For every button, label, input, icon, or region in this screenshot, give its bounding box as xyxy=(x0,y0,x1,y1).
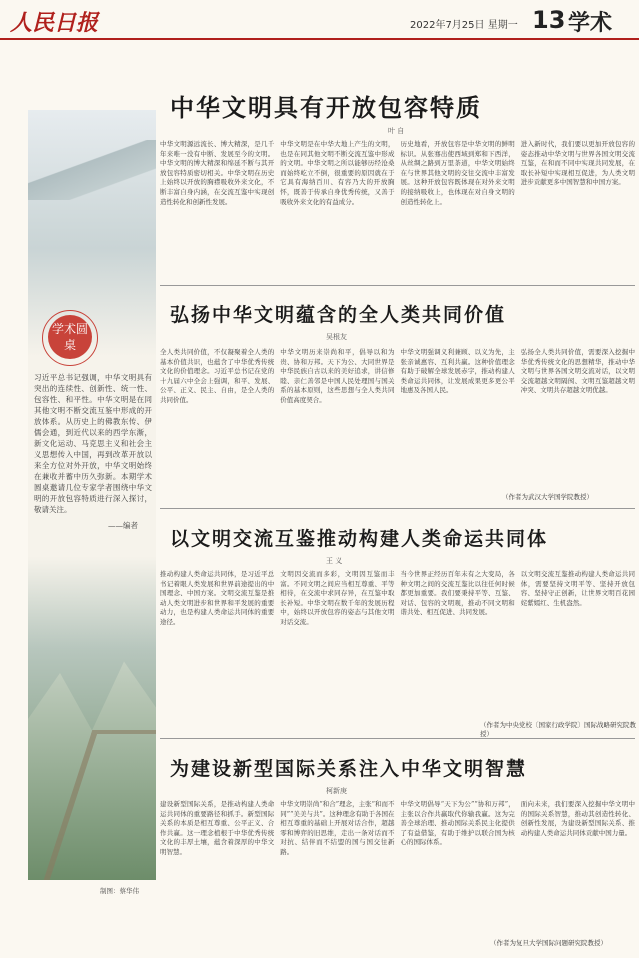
article-column: 中华文明倡导“天下为公”“协和万邦”，主张以合作共赢取代你输我赢。这为完善全球治理、推动国际关系民主化提供了有益借鉴，有助于维护以联合国为核心的国际体系。 xyxy=(400,800,515,847)
article-column: 中华文明源远流长、博大精深，是几千年来唯一没有中断、发展至今的文明。中华文明的博大精深和绵延不断与其开放包容特质密切相关。中华文明在历史上始终以开放的胸襟吸收外来文化，不断丰富自身内涵，在交流互鉴中实现创造性转化和创新性发展。 xyxy=(160,140,275,206)
page-number: 13 xyxy=(532,6,566,34)
author-affiliation: （作者为武汉大学国学院教授） xyxy=(502,493,593,501)
article-headline: 弘扬中华文明蕴含的全人类共同价值 xyxy=(170,304,507,326)
sidebar-landscape xyxy=(28,110,156,880)
article-column: 文明因交流而多彩，文明因互鉴而丰富。不同文明之间应当相互尊重、平等相待，在交流中求同存异，在互鉴中取长补短。中华文明在数千年的发展历程中，始终以开放包容的姿态与其他文明对话交流。 xyxy=(280,570,395,626)
article-byline: 王 义 xyxy=(326,557,343,565)
editor-note: 习近平总书记强调，中华文明具有突出的连续性、创新性、统一性、包容性、和平性。中华文明是在同其他文明不断交流互鉴中形成的开放体系。从历史上的佛教东传、伊儒会通，到近代以来的西学东渐，新文化运动、马克思主义和社会主义思想传入中国，再到改革开放以来全方位对外开放，中华文明始终在兼收并蓄中历久弥新。本期学术圆桌邀请几位专家学者围绕中华文明的开放包容特质进行深入探讨，敬请关注。 xyxy=(34,373,152,514)
dateline: 2022年7月25日 星期一 xyxy=(410,20,518,31)
photo-credit: 制图：蔡华伟 xyxy=(100,887,139,895)
article-body xyxy=(160,140,635,280)
article-column: 中华文明强调义利兼顾、以义为先，主张亲诚惠容、互利共赢。这种价值理念有助于破解全球发展赤字，推动构建人类命运共同体，让发展成果更多更公平地惠及各国人民。 xyxy=(400,348,515,395)
article-divider xyxy=(160,738,635,739)
article-column: 中华文明崇尚“和合”理念，主张“和而不同”“美美与共”。这种理念有助于各国在相互尊重的基础上开展对话合作，超越零和博弈的旧思维，走出一条对话而不对抗、结伴而不结盟的国与国交往新路。 xyxy=(280,800,395,856)
author-affiliation: （作者为中央党校〔国家行政学院〕国际战略研究院教授） xyxy=(480,721,636,738)
editor-signature: ——编者 xyxy=(108,521,138,530)
article-column: 进入新时代，我们要以更加开放包容的姿态推动中华文明与世界各国文明交流互鉴，在和而不同中实现共同发展，在取长补短中实现相互促进，为人类文明进步贡献更多中国智慧和中国方案。 xyxy=(520,140,635,187)
article-body xyxy=(160,570,635,715)
article-headline: 以文明交流互鉴推动构建人类命运共同体 xyxy=(170,528,549,550)
section-title: 学术 xyxy=(568,10,613,36)
article-divider xyxy=(160,508,635,509)
article-divider xyxy=(160,285,635,286)
article-column: 中华文明是在中华大地上产生的文明，也是在同其他文明不断交流互鉴中形成的文明。中华文明之所以能够历经沧桑而始终屹立不倒，很重要的原因就在于它具有海纳百川、有容乃大的开放胸怀，既善于传承自身优秀传统，又善于吸收外来文化的有益成分。 xyxy=(280,140,395,206)
masthead xyxy=(0,0,639,40)
mist-mountain-icon xyxy=(28,140,156,200)
article-body xyxy=(160,800,635,935)
article-column: 建设新型国际关系，是推动构建人类命运共同体的重要路径和抓手。新型国际关系的本质是相互尊重、公平正义、合作共赢。这一理念植根于中华优秀传统文化的丰厚土壤，蕴含着深厚的中华文明智慧。 xyxy=(160,800,275,856)
article-column: 推动构建人类命运共同体，是习近平总书记着眼人类发展和世界前途提出的中国理念、中国方案。文明交流互鉴是推动人类文明进步和世界和平发展的重要动力，也是构建人类命运共同体的重要途径。 xyxy=(160,570,275,626)
article-body xyxy=(160,348,635,488)
article-byline: 柯新庚 xyxy=(326,787,347,795)
article-column: 弘扬全人类共同价值，需要深入挖掘中华优秀传统文化的思想精华，推动中华文明与世界各国文明交流对话，以文明交流超越文明隔阂、文明互鉴超越文明冲突、文明共存超越文明优越。 xyxy=(520,348,635,395)
article-column: 面向未来，我们要深入挖掘中华文明中的国际关系智慧，推动其创造性转化、创新性发展，为建设新型国际关系、推动构建人类命运共同体贡献中国力量。 xyxy=(520,800,635,837)
article-column: 以文明交流互鉴推动构建人类命运共同体，需要坚持文明平等、坚持开放包容、坚持守正创新，让世界文明百花园姹紫嫣红、生机盎然。 xyxy=(520,570,635,607)
newspaper-logo: 人民日报 xyxy=(10,10,99,36)
article-column: 当今世界正经历百年未有之大变局，各种文明之间的交流互鉴比以往任何时候都更加重要。我们要秉持平等、互鉴、对话、包容的文明观，推动不同文明和谐共处、相互促进、共同发展。 xyxy=(400,570,515,617)
article-byline: 叶 自 xyxy=(388,127,405,135)
article-byline: 吴根友 xyxy=(326,333,347,341)
article-column: 中华文明历来崇尚和平，倡导以和为贵、协和万邦。天下为公、大同世界是中华民族自古以来的美好追求，讲信修睦、亲仁善邻是中国人民处理国与国关系的基本原则，这些思想与全人类共同价值高度契合。 xyxy=(280,348,395,404)
column-seal: 学术圆桌 xyxy=(48,315,92,359)
article-column: 全人类共同价值，不仅凝聚着全人类的基本价值共识，也蕴含了中华优秀传统文化的价值理念。习近平总书记在党的十九届六中全会上强调，和平、发展、公平、正义、民主、自由，是全人类的共同价值。 xyxy=(160,348,275,404)
article-headline: 为建设新型国际关系注入中华文明智慧 xyxy=(170,758,528,780)
author-affiliation: （作者为复旦大学国际问题研究院教授） xyxy=(490,939,607,947)
article-headline: 中华文明具有开放包容特质 xyxy=(170,93,482,122)
article-column: 历史地看，开放包容是中华文明的鲜明标识。从张骞出使西域到郑和下西洋，从丝绸之路到万里茶道，中华文明始终在与世界其他文明的交往交流中丰富发展。这种开放包容既体现在对外来文明的接纳吸收上，也体现在对自身文明的创造性转化上。 xyxy=(400,140,515,206)
